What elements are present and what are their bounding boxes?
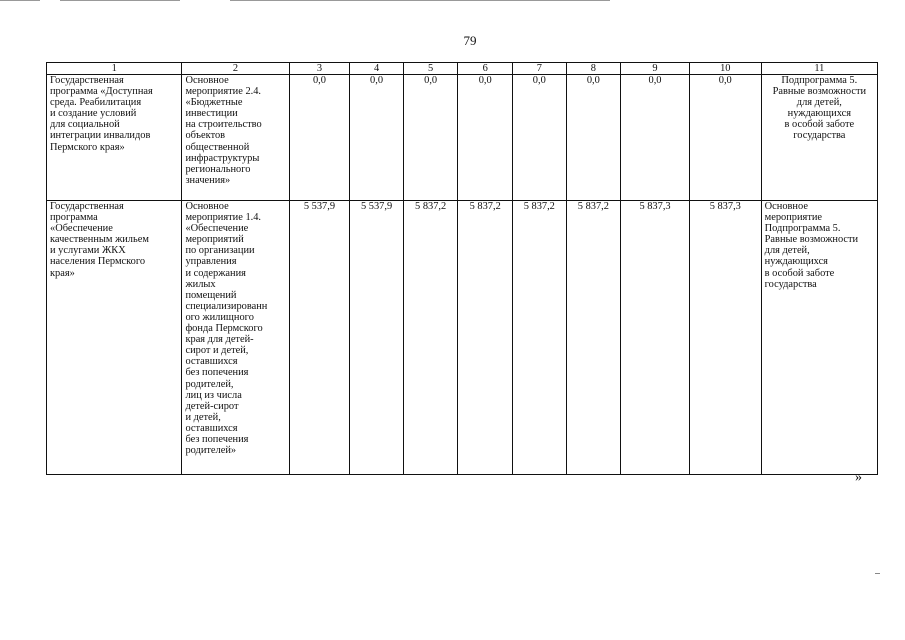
value-cell: 5 837,2: [458, 201, 513, 475]
scan-mark: [875, 573, 880, 574]
page-number: 79: [463, 33, 477, 48]
target-cell: Подпрограмма 5. Равные возможности для детей, нуждающихся в особой заботе государства: [761, 75, 877, 201]
column-header: 1: [47, 63, 182, 75]
value-cell: 0,0: [566, 75, 621, 201]
value-cell: 0,0: [289, 75, 350, 201]
value-cell: 5 837,2: [403, 201, 458, 475]
value-cell: 5 537,9: [289, 201, 350, 475]
top-edge-segment: [0, 0, 40, 1]
value-cell: 0,0: [689, 75, 761, 201]
value-cell: 0,0: [513, 75, 567, 201]
value-cell: 5 537,9: [350, 201, 404, 475]
value-cell: 0,0: [621, 75, 690, 201]
activity-cell: Основное мероприятие 1.4. «Обеспечение мероприятий по организации управления и содержания жилых помещений специализированн ого жилищного фонда Пермского края для детей- сирот и детей, оставшихся без попечения родителей, лиц из числа детей-сирот и детей, оставшихся без попечения родителей»: [182, 201, 289, 475]
column-header: 7: [513, 63, 567, 75]
column-header: 4: [350, 63, 404, 75]
value-cell: 5 837,3: [621, 201, 690, 475]
activity-cell: Основное мероприятие 2.4. «Бюджетные инвестиции на строительство объектов общественной инфраструктуры регионального значения»: [182, 75, 289, 201]
value-cell: 5 837,3: [689, 201, 761, 475]
target-cell: Основное мероприятие Подпрограмма 5. Равные возможности для детей, нуждающихся в особой заботе государства: [761, 201, 877, 475]
column-header: 5: [403, 63, 458, 75]
table-row: [47, 75, 878, 201]
header-row: [47, 63, 878, 75]
value-cell: 0,0: [458, 75, 513, 201]
closing-quote-mark: »: [855, 470, 862, 485]
column-header: 2: [182, 63, 289, 75]
value-cell: 0,0: [350, 75, 404, 201]
column-header: 9: [621, 63, 690, 75]
value-cell: 5 837,2: [566, 201, 621, 475]
column-header: 6: [458, 63, 513, 75]
document-table: [46, 62, 878, 475]
top-edge-segment: [60, 0, 180, 1]
program-cell: Государственная программа «Обеспечение качественным жильем и услугами ЖКХ населения Пермского края»: [47, 201, 182, 475]
value-cell: 5 837,2: [513, 201, 567, 475]
column-header: 10: [689, 63, 761, 75]
column-header: 8: [566, 63, 621, 75]
value-cell: 0,0: [403, 75, 458, 201]
top-edge-line: [0, 0, 905, 2]
column-header: 3: [289, 63, 350, 75]
top-edge-segment: [230, 0, 610, 1]
program-cell: Государственная программа «Доступная среда. Реабилитация и создание условий для социальной интеграции инвалидов Пермского края»: [47, 75, 182, 201]
table-row: [47, 201, 878, 475]
column-header: 11: [761, 63, 877, 75]
